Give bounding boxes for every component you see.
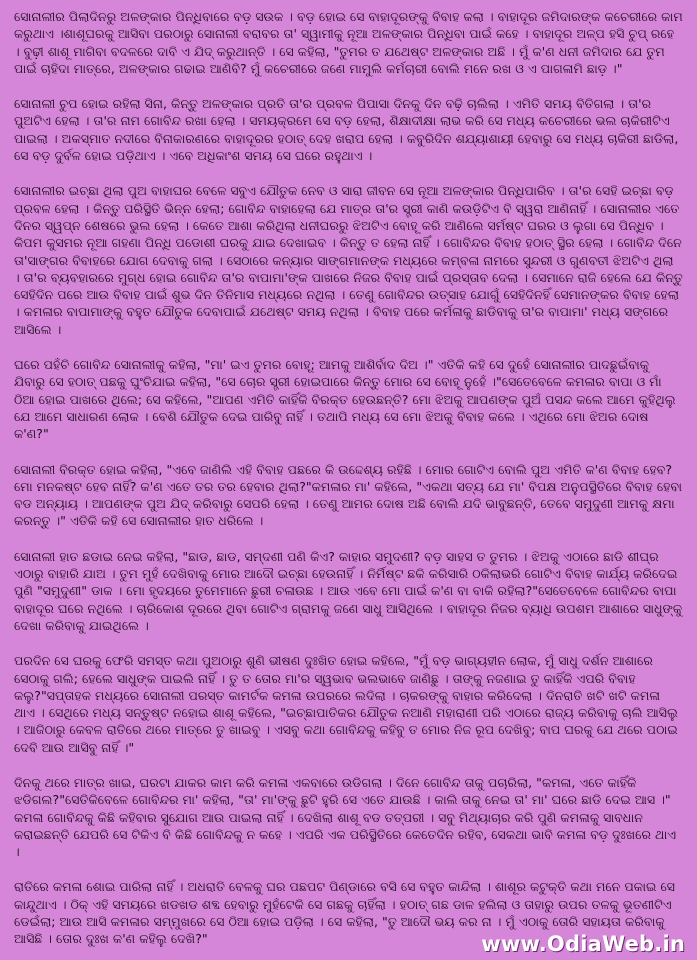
paragraph-4: ଘରେ ପହଁଚି ଗୋବିନ୍ଦ ସୋନାଲୀକୁ କହିଲା, "ମା' ଇଏ ତୁମର ବୋହୂ; ଆମକୁ ଆଶିର୍ବାଦ ଦିଅ ।" ଏତିକି କହି ସେ ଦୁହେଁ ସୋନାଲୀର ପାଦଛୁଇଁବାକୁ ଯିବାରୁ ସେ ହଠାତ୍ ପଛକୁ ଘୁଂଚିଯାଇ କହିଲା, "ସେ ଚୋର ସ୍ତ୍ରୀ ହୋଇପାରେ କିନ୍ତୁ ମୋର ସେ ବୋହୂ ନୁହେଁ ।"ସେତେବେଳେ କମଳାର ବାପା ଓ ମାଁ ଠିଆ ହୋଇ ପାଖରେ ଥିଲେ; ସେ କହିଲେ, "ଆପଣ ଏମିତି କାହିଁକି ବିରକ୍ତ ହେଉଛନ୍ତି? ମୋ ଝିଅକୁ ଆପଣଙ୍କ ପୁଅଁ ପସନ୍ଦ କଲେ ଆମେ କୁହିଥିଲୁ ଯେ ଆମେ ସାଧାରଣ ଲୋକ । ବେଶି ଯୌତୁକ ଦେଇ ପାରିବୁ ନାହିଁ । ତଥାପି ମଧ୍ୟ ସେ ମୋ ଝିଅକୁ ବିବାହ କଲେ । ଏଥିରେ ମୋ ଝିଅର ଦୋଷ କ'ଣ?" xyxy=(14,357,676,442)
paragraph-6: ସୋନାଲୀ ହାତ ଛଡାଇ ନେଇ କହିଲା, "ଛାଡ, ଛାଡ, ସମ୍ଦଣୀ ପଣି କିଏ? କାହାର ସମୁଦଣୀ? ବଡ଼ ସାହସ ତ ତୁମର । ଝିଅକୁ ଏଠାରେ ଛାଡି ଶୀଘ୍ର ଏଠାରୁ ବାହାରି ଯାଅ । ତୁମ ମୁହଁ ଦେଖିବାକୁ ମୋର ଆଦୌ ଇଚ୍ଛା ହେଉନାହିଁ । ନିର୍ମିଷ୍ଟ ଛକି କରିସାରି ଠକିଲାଭରି ଗୋଟିଏ ବିବାହ କାର୍ଯ୍ୟ କରିଦେଇ ପୁଣି "ସମୁଦୁଣୀ" ଡାକ । ମୋ ହୃଦୟରେ ତୁମେମାନେ ଛୁରୀ ଚଳାଉଛ । ଆଉ ଏବେ ମୋ ପାଇଁ କ'ଣ ବା ବାକି ରହିଲା?"ସେତେବେଳେ ଗୋବିନ୍ଦର ବାପା ବାହାଦୂର ଘରେ ନଥିଲେ । ଚାରିକୋଶ ଦୂରରେ ଥିବା ଗୋଟିଏ ଗ୍ରାମକୁ ଜଣେ ସାଧୁ ଆସିଥିଲେ । ବାହାଦୂର ନିଜର ବ୍ୟାଧି ଉପଶମ ଆଶାରେ ସାଧୁଙ୍କୁ ଦେଖା କରିବାକୁ ଯାଇଥିଲେ । xyxy=(14,548,683,633)
paragraph-8: ଦିନକୁ ଥରେ ମାତ୍ର ଖାଇ, ଘରଟା ଯାକର କାମ କରି କମଳା ଏକବାରେ ଉଡିଗଲା । ଦିନେ ଗୋବିନ୍ଦ ତାକୁ ପଚାରିଲା, "କମଳା, ଏତେ କାହିଁକି ଝଡିଗଲ?"ସେତିକିବେଳେ ଗୋବିନ୍ଦର ମା' କହିଲା, "ତା' ମା'ଙ୍କୁ ଛୁଟି ହୁରି ସେ ଏତେ ଯାଉଛି । କାଲି ତାକୁ ନେଇ ତା' ମା' ଘରେ ଛାଡି ଦେଇ ଆସ ।" କମଳା ଗୋବିନ୍ଦକୁ କିଛି କହିବାର ସୁଯୋଗ ଆଉ ପାଇଲା ନାହିଁ । ଦେଖିଲା ଶାଶୂ ବଡ ତତ୍ପରୀ । ସବୁ ମିଥ୍ୟାଚାର କରି ପୁଣି କମଳାକୁ ସାବଧାନ କରାଇଛନ୍ତି ଯେପରି ସେ ଟିକିଏ ବି କିଛି ଗୋବିନ୍ଦକୁ ନ କହେ । ଏପରି ଏକ ପରିସ୍ଥିତିରେ କେତେଦିନ ରହିବ, ସେକଥା ଭାବି କମଳା ବଡ଼ ଦୁଃଖରେ ଥାଏ । xyxy=(14,774,677,860)
site-watermark: www.OdiaWeb.in xyxy=(481,932,685,956)
paragraph-7: ପରଦିନ ସେ ଘରକୁ ଫେରି ସମସ୍ତ କଥା ପୁଅଠାରୁ ଶୁଣି ଭୀଷଣ ଦୁଃଖିତ ହୋଇ କହିଲେ, "ମୁଁ ବଡ଼ ଭାଗ୍ୟହୀନ ଲୋକ, ମୁଁ ସାଧୁ ଦର୍ଶନ ଆଶାରେ ସେଠାକୁ ଗଲି; ହେଲେ ସାଧୁଙ୍କ ପାଇଲି ନାହିଁ । ତୁ ତ ତୋର ମା'ର ସ୍ୱଭାବ ଭଲଭାବେ ଜାଣିଛୁ । ତାଙ୍କୁ ନଜଣାଇ ତୁ କାହିଁକି ଏପରି ବିବାହ କଲୁ?"ସପ୍ତାହକ ମଧ୍ୟରେ ସୋନାଲୀ ପରସ୍ତ କାମର୍ଟକ କମଳା ଉପରରେ ଲଦିଲା । ଚାକରଙ୍କୁ ବାହାର କରିଦେଲା । ଦିନରାତି ଖଟି ଖଟି କମଳା ଥାଏ । ସେଥିରେ ମଧ୍ୟ ସନ୍ତୁଷ୍ଟ ନହୋଇ ଶାଶୂ କହିଲେ, "ଇଚ୍ଛାପାତିକର ଯୌତୁକ ନଆଣି ମହାରାଣୀ ପରି ଏଠାରେ ରାଜ୍ୟ କରିବାକୁ ଚାଲି ଆସିଲୁ । ଆଜିଠାରୁ କେବଳ ରାତିରେ ଥରେ ମାତ୍ରେ ତୁ ଖାଇବୁ । ଏସବୁ କଥା ଗୋବିନ୍ଦକୁ କହିବୁ ତ ମୋର ନିଜ ରୂପ ଦେଖିବୁ; ବାପ ଘରକୁ ଯେ ଥରେ ପଠାଇ ଦେବି ଆଉ ଆସିବୁ ନାହିଁ ।" xyxy=(14,653,678,755)
paragraph-9: ରାତିରେ କମଳା ଶୋଇ ପାରିଲା ନାହିଁ । ଅଧରାତି ବେଳକୁ ଘର ପଛପଟ ପିଣ୍ଡାରେ ବସି ସେ ବହୁତ କାନ୍ଦିଲା । ଶାଶୂର କଟୁକ୍ତି କଥା ମନେ ପକାଇ ସେ କାନ୍ଦୁଥାଏ । ଠିକ୍ ଏହି ସମୟରେ ଖଡଖଡ ଶବ୍ଦ ହେବାରୁ ମୁହଁଟେକି ସେ ଗଛକୁ ଚାହିଁଲା । ହଠାତ୍ ଗଛ ଡାଳ ହଲିଲା ଓ ତାହାରୁ ଉପର ତଳକୁ ଭୂତଣୀଟିଏ ଡେଇଁଲା; ଆଉ ଆସି କମଳାର ସମ୍ମୁଖରେ ସେ ଠିଆ ହୋଇ ପଡ଼ିଲା । ସେ କହିଲା, "ତୁ ଆଦୌ ଭୟ କର ନା । ମୁଁ ଏଠାକୁ ତୋରି ସହାୟତା କରିବାକୁ ଆସିଛି । ତୋର ଦୁଃଖ କ'ଣ କହିଲୁ ଦେଖି?" xyxy=(14,879,675,947)
paragraph-3: ସୋନାଲୀର ଇଚ୍ଛା ଥିଲା ପୁଅ ବାହାଘର ବେଳେ ସବୁଏ ଯୌତୁକ ନେବ ଓ ସାରା ଜୀବନ ସେ ନୂଆ ଅଳଙ୍କାର ପିନ୍ଧିପାରିବ । ତା'ର ସେହି ଇଚ୍ଛା ବଡ଼ ପ୍ରବଳ ହେଲା । କିନ୍ତୁ ପରିସ୍ଥିତି ଭିନ୍ନ ହେଲା; ଗୋବିନ୍ଦ ବାହାହେଲା ଯେ ମାତ୍ର ତା'ର ସ୍ତ୍ରୀ କାଣି କଉଡ଼ିଟିଏ ବି ସ୍ୱରା ଆଣିନାହିଁ । ସୋନାଲୀର ଏତେ ଦିନର ସ୍ୱପ୍ନ ଶେଷରେ ଭୁଲ ହେଲା । କେତେ ଆଶା କରିଥିଲା ଧନୀଘରରୁ ଝିଅଟିଏ ବୋହୂ କରି ଆଣିଲେ ସର୍ମଷ୍ଟ ଘରର ଓ ଲୁଗା ସେ ପିନ୍ଧିବ । କିପମ କୁସମର ନୂଆ ଗହଣା ପିନ୍ଧି ପଡୋଶୀ ଘରକୁ ଯାଇ ଦେଖାଇବ । କିନ୍ତୁ ତ ହେଲା ନାହିଁ । ଗୋବିନ୍ଦର ବିବାହ ହଠାତ୍ ସ୍ଥିର ହେଲା । ଗୋବିନ୍ଦ ଦିନେ ତା'ସାଙ୍ଗର ବିବାହରେ ଯୋଗ ଦେବାକୁ ଗଲା । ସେଠାରେ କନ୍ୟାର ସାଙ୍ଗମାନଙ୍କ ମଧ୍ୟରେ କମ୍ବଳା ନାମରେ ସୁନ୍ଦରୀ ଓ ଗୁଣବତୀ ଝିଅଟିଏ ଥିଲା । ତା'ର ବ୍ୟବହାରରେ ମୁଗ୍ଧ ହୋଇ ଗୋବିନ୍ଦ ତା'ର ବାପାମା'ଙ୍କ ପାଖରେ ନିଜର ବିବାହ ପାଇଁ ପ୍ରସ୍ତାବ ଦେଲା । ସେମାନେ ରାଜି ହେଲେ ଯେ କିନ୍ତୁ ସେହିଦିନ ପରେ ଆଉ ବିବାହ ପାଇଁ ଶୁଭ ଦିନ ତିନିମାସ ମଧ୍ୟରେ ନଥିଲା । ତେଣୁ ଗୋବିନ୍ଦର ଉତ୍ସାହ ଯୋଗୁଁ ସେହିଦିନହିଁ ସେମାନଙ୍କର ବିବାହ ହେଲା । କମଳାର ବାପାମାଙ୍କୁ ବହୁତ ଯୌତୁକ ଦେବାପାଇଁ ଯଥେଷ୍ଟ ସମୟ ନଥିଲା । ବିବାହ ପରେ କର୍ମଳାକୁ ଛାଡିବାକୁ ତା'ର ବାପାମା' ମଧ୍ୟ ସଙ୍ଗରେ ଆସିଲେ । xyxy=(14,183,683,337)
paragraph-1: ସୋନାଲୀର ପିଲାଦିନରୁ ଅଳଙ୍କାର ପିନ୍ଧିବାରେ ବଡ଼ ସଉକ । ବଡ଼ ହୋଇ ସେ ବାହାଦୂରଙ୍କୁ ବିବାହ କଲା । ବାହାଦୂର ଜମିଦାରଙ୍କ କଚେରୀରେ କାମ କରୁଥାଏ ।ଶାଶୂଘରକୁ ଆସିବା ପରଠାରୁ ସୋନାଲୀ ବରାବର ତା' ସ୍ୱାମୀକୁ ନୂଆ ଅଳଙ୍କାର ପିନ୍ଧିବା ପାଇଁ କହେ । ବାହାଦୂର ଅଳ୍ପ ହସି ଚୁପ୍ ରହେ । ବୁଢ଼ୀ ଶାଶୂ ମାଗିବା ବଦଳରେ ଦାବି ଏ ଯିଦ୍ କରୁଥାନ୍ତି । ସେ କହିଲା, "ତୁମର ତ ଯଥେଷ୍ଟ ଅଳଙ୍କାର ଅଛି । ମୁଁ କ'ଣ ଧନୀ ଜମିଦାର ଯେ ତୁମ ପାଇଁ ଚାହିଦା ମାତ୍ରେ, ଅଳଙ୍କାର ଗଢାଇ ଆଣିବି? ମୁଁ କଚେରୀରେ ଜଣେ ମାମୁଲି କର୍ମଚାରୀ ବୋଲି ମନେ ରଖ ଓ ଏ ପାଗଳାମି ଛାଡ଼ ।" xyxy=(14,9,683,76)
paragraph-2: ସୋନାଲୀ ଚୁପ ହୋଇ ରହିଲା ସିନା, କିନ୍ତୁ ଅଳଙ୍କାର ପ୍ରତି ତା'ର ପ୍ରବଳ ପିପାସା ଦିନକୁ ଦିନ ବଢ଼ି ଚାଲିଲା । ଏମିତି ସମୟ ବିତିଗଲା । ତା'ର ପୁଅଟିଏ ହେଲା । ତା'ର ନାମ ଗୋବିନ୍ଦ ରଖା ହେଲା । ସମୟକ୍ରମେ ସେ ବଡ଼ ହେଲା, ଶିକ୍ଷାଦୀକ୍ଷା ଲାଭ କରି ସେ ମଧ୍ୟ କଚେରୀରେ ଭଲ ଚାକିରୀଟିଏ ପାଇଲା । ଅକସ୍ମାତ ନଦୀରେ ବିନାକାରଣରେ ବାହାଦୂରର ହଠାତ୍ ଦେହ ଖରାପ ହେଲା । କବୁରିଦିନ ଶଯ୍ୟାଶାୟୀ ହେବାରୁ ସେ ମଧ୍ୟ ଚାକିରୀ ଛାଡିଲା, ସେ ବଡ଼ ଦୁର୍ବଳ ହୋଇ ପଡ଼ିଥାଏ । ଏବେ ଅଧିକାଂଶ ସମୟ ସେ ଘରେ ରହୁଥାଏ । xyxy=(14,96,679,164)
paragraph-5: ସୋନାଲୀ ବିରକ୍ତ ହୋଇ କହିଲା, "ଏବେ ଜାଣିଲି ଏହି ବିବାହ ପଛରେ କି ଉଦ୍ଦେଶ୍ୟ ରହିଛି । ମୋର ଗୋଟିଏ ବୋଲି ପୁଅ ଏମିତି କ'ଣ ବିବାହ ହେବ? ମୋ ମନକଷ୍ଟ ହେବ ନାହିଁ? କ'ଣ ଏତେ ତର ତର ହେବାର ଥିଲା?"କମଳାର ମା' କହିଲେ, "ଏକଥା ସତ୍ୟ ଯେ ମା' ବିପକ୍ଷ ଅନୁପସ୍ଥିତିରେ ବିବାହ ହେବା ବଡ ଅନ୍ୟାୟ । ଆପଣଙ୍କ ପୁଅ ଯିଦ୍ କରିବାରୁ ସେପରି ହେଲା । ତେଣୁ ଆମର ଦୋଷ ଅଛି ବୋଲି ଯଦି ଭାବୁଛନ୍ତି, ତେବେ ସମୁଦୁଣୀ ଆମକୁ କ୍ଷମା କରନ୍ତୁ ।" ଏତିକି କହି ସେ ସୋନାଲୀର ହାତ ଧରିଲେ । xyxy=(14,461,682,529)
